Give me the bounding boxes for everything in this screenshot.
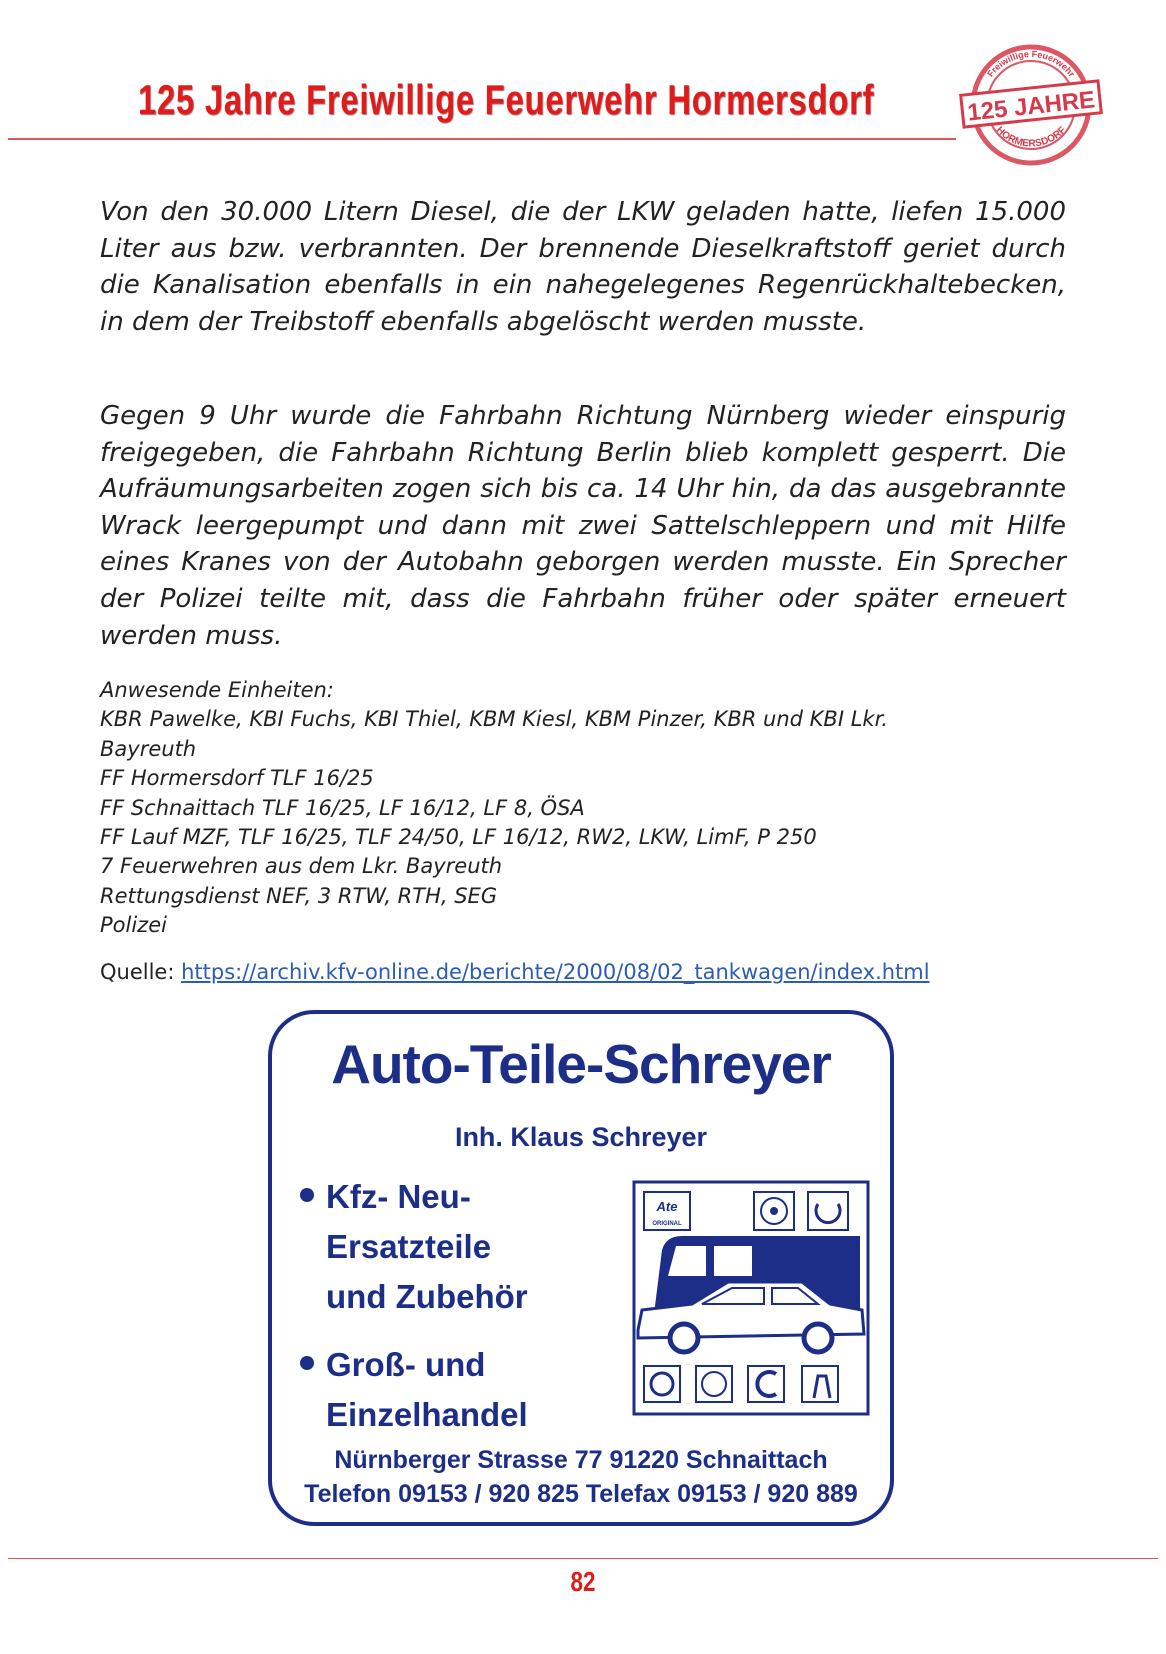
body-paragraph-2: Gegen 9 Uhr wurde die Fahrbahn Richtung Nürnberg wieder einspurig freigegeben, die Fahrbahn Richtung Berlin blieb komplett gesperrt. Die Aufräumungsarbeiten zogen sich bis ca. 14 Uhr hin, da das ausgebrannte Wrack leergepumpt und dann mit zwei Sattelschleppern und mit Hilfe eines Kranes von der Autobahn geborgen werden musste. Ein Sprecher der Polizei teilte mit, dass die Fahrbahn früher oder später erneuert werden muss. bbox=[100, 401, 1066, 651]
units-line: KBR Pawelke, KBI Fuchs, KBI Thiel, KBM Kiesl, KBM Pinzer, KBR und KBI Lkr. bbox=[100, 707, 888, 732]
units-line: 7 Feuerwehren aus dem Lkr. Bayreuth bbox=[100, 854, 503, 879]
bullet-icon bbox=[300, 1188, 314, 1202]
ad-phone: Telefon 09153 / 920 825 Telefax 09153 / 920 889 bbox=[304, 1480, 858, 1508]
units-line: FF Hormersdorf TLF 16/25 bbox=[100, 766, 374, 791]
bullet-icon bbox=[300, 1356, 314, 1370]
anniversary-stamp bbox=[956, 40, 1106, 170]
page-header-title: 125 Jahre Freiwillige Feuerwehr Hormersdorf bbox=[138, 76, 875, 123]
source-link[interactable]: https://archiv.kfv-online.de/berichte/2000/08/02_tankwagen/index.html bbox=[181, 960, 930, 984]
units-line: Rettungsdienst NEF, 3 RTW, RTH, SEG bbox=[100, 883, 498, 908]
page-number: 82 bbox=[570, 1566, 596, 1597]
source-label: Quelle: bbox=[100, 960, 182, 984]
svg-text:HORMERSDORF bbox=[994, 125, 1069, 150]
ad-bullet-parts bbox=[300, 1172, 528, 1322]
units-line: Anwesende Einheiten: bbox=[100, 678, 334, 702]
advertisement bbox=[268, 1010, 894, 1526]
units-line: FF Lauf MZF, TLF 16/25, TLF 24/50, LF 16/12, RW2, LKW, LimF, P 250 bbox=[100, 825, 817, 850]
ad-bullet-line: und Zubehör bbox=[326, 1278, 528, 1315]
ad-bullet-line: Ersatzteile bbox=[326, 1228, 492, 1265]
svg-text:Ate: Ate bbox=[656, 1199, 678, 1214]
car-parts-illustration bbox=[632, 1180, 870, 1416]
brand-badge-icon bbox=[644, 1192, 690, 1230]
header-divider bbox=[8, 138, 956, 140]
units-list bbox=[100, 676, 1066, 941]
body-paragraph-1: Von den 30.000 Litern Diesel, die der LKW geladen hatte, liefen 15.000 Liter aus bzw. verbrannten. Der brennende Dieselkraftstoff geriet durch die Kanalisation ebenfalls in ein nahegelegenes Regenrückhaltebecken, in dem der Treibstoff ebenfalls abgelöscht werden musste. bbox=[100, 197, 1066, 337]
svg-text:ORIGINAL: ORIGINAL bbox=[652, 1221, 682, 1227]
part-icon bbox=[808, 1192, 848, 1230]
stamp-top-text: Freiwillige Feuerwehr bbox=[985, 48, 1077, 79]
units-line: Polizei bbox=[100, 913, 167, 938]
stamp-bottom-text: HORMERSDORF bbox=[993, 124, 1069, 150]
ad-address: Nürnberger Strasse 77 91220 Schnaittach bbox=[334, 1446, 828, 1474]
source-line bbox=[100, 960, 930, 984]
ad-bullet-line: Groß- und bbox=[326, 1346, 486, 1383]
ad-bullet-line: Kfz- Neu- bbox=[326, 1178, 471, 1215]
units-line: FF Schnaittach TLF 16/25, LF 16/12, LF 8, ÖSA bbox=[100, 795, 585, 820]
ad-title: Auto-Teile-Schreyer bbox=[331, 1033, 831, 1095]
stamp-center-text: 125 JAHRE bbox=[966, 86, 1097, 127]
units-line: Bayreuth bbox=[100, 736, 197, 761]
ad-bullet-trade bbox=[300, 1340, 528, 1440]
ad-bullet-line: Einzelhandel bbox=[326, 1396, 528, 1433]
ad-owner: Inh. Klaus Schreyer bbox=[454, 1122, 708, 1152]
footer-divider bbox=[8, 1558, 1158, 1559]
